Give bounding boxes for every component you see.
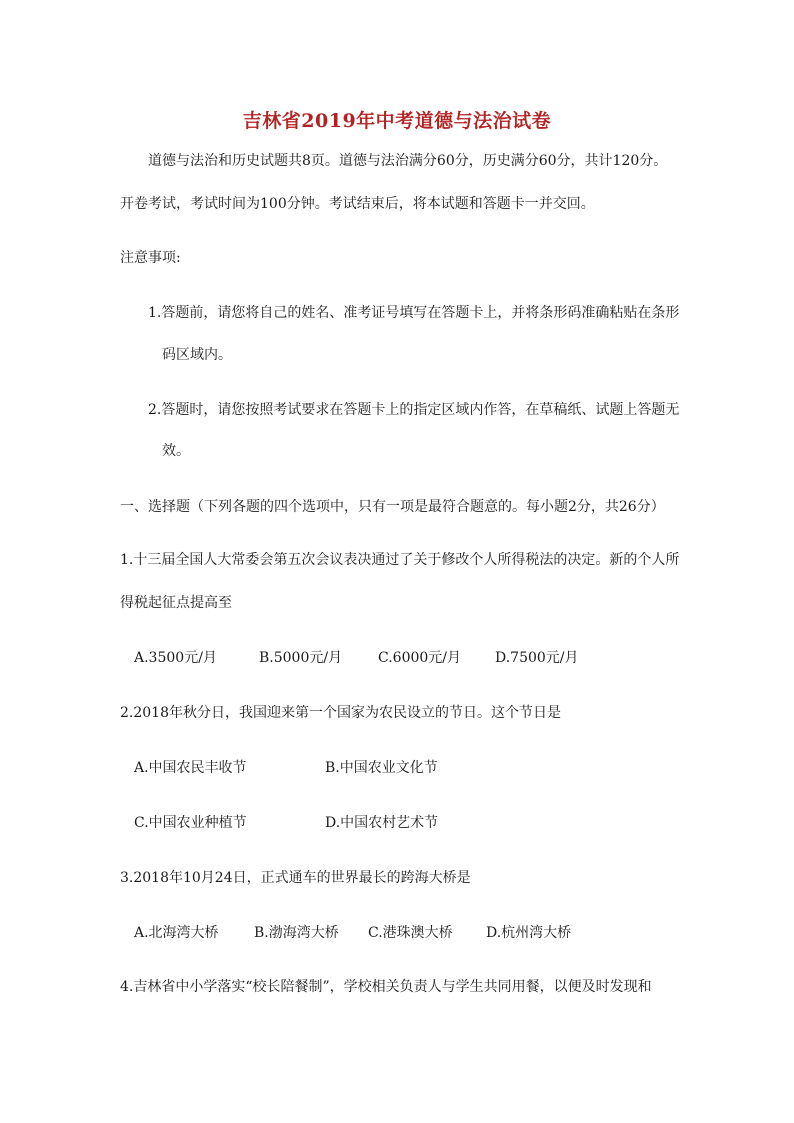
question-3-line-1: 3.2018年10月24日，正式通车的世界最长的跨海大桥是	[120, 870, 471, 886]
question-1-line-1: 1.十三届全国人大常委会第五次会议表决通过了关于修改个人所得税法的决定。新的个人所	[120, 552, 680, 568]
section-heading: 一、选择题（下列各题的四个选项中，只有一项是最符合题意的。每小题2分，共26分）	[120, 499, 665, 515]
notice-item-1-line-2: 码区域内。	[162, 347, 232, 363]
question-1-line-2: 得税起征点提高至	[120, 595, 232, 611]
page-title: 吉林省2019年中考道德与法治试卷	[242, 110, 552, 132]
question-2-line-1: 2.2018年秋分日，我国迎来第一个国家为农民设立的节日。这个节日是	[120, 705, 561, 721]
question-3-option-a: A.北海湾大桥	[134, 925, 219, 941]
intro-line-2: 开卷考试，考试时间为100分钟。考试结束后，将本试题和答题卡一并交回。	[120, 196, 595, 212]
question-2-option-b: B.中国农业文化节	[325, 760, 438, 776]
question-1-option-d: D.7500元/月	[495, 650, 579, 666]
question-3-option-b: B.渤海湾大桥	[254, 925, 339, 941]
question-2-option-d: D.中国农村艺术节	[325, 815, 439, 831]
question-1-option-c: C.6000元/月	[378, 650, 462, 666]
question-1-option-a: A.3500元/月	[134, 650, 217, 666]
question-2-option-c: C.中国农业种植节	[134, 815, 247, 831]
question-3-option-d: D.杭州湾大桥	[486, 925, 572, 941]
notice-item-1-line-1: 1.答题前，请您将自己的姓名、准考证号填写在答题卡上，并将条形码准确粘贴在条形	[148, 305, 680, 321]
question-3-option-c: C.港珠澳大桥	[368, 925, 453, 941]
notice-item-2-line-1: 2.答题时，请您按照考试要求在答题卡上的指定区域内作答，在草稿纸、试题上答题无	[148, 402, 680, 418]
question-1-option-b: B.5000元/月	[259, 650, 343, 666]
intro-line-1: 道德与法治和历史试题共8页。道德与法治满分60分，历史满分60分，共计120分。	[148, 153, 668, 169]
notice-item-2-line-2: 效。	[162, 443, 190, 459]
question-2-option-a: A.中国农民丰收节	[134, 760, 247, 776]
question-4-line-1: 4.吉林省中小学落实“校长陪餐制”，学校相关负责人与学生共同用餐，以便及时发现和	[120, 979, 652, 995]
notice-heading: 注意事项:	[120, 250, 181, 266]
